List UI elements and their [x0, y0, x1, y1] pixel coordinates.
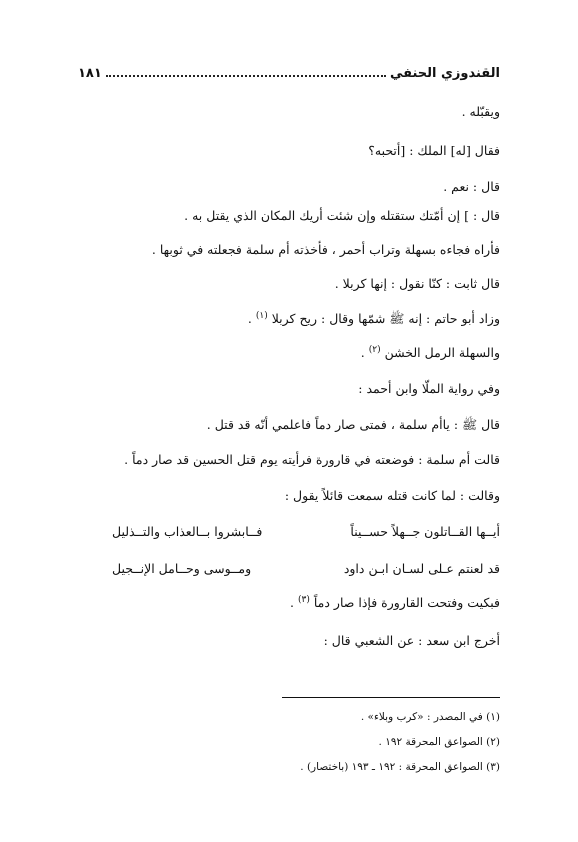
body-line-text: فبكيت وفتحت القارورة فإذا صار دماً: [313, 595, 500, 611]
footnote: (٣) الصواعق المحرقة : ١٩٢ ـ ١٩٣ (باختصار) .: [300, 761, 500, 773]
body-line: قالت أم سلمة : فوضعته في قارورة فرأيته يوم قتل الحسين قد صار دماً .: [124, 452, 500, 467]
line-period: .: [247, 311, 252, 327]
footnote: (١) في المصدر : «كرب وبلاء» .: [360, 711, 500, 723]
body-line: [290, 595, 500, 610]
page-number: ١٨١: [78, 66, 102, 81]
footnote-marker: (١): [255, 311, 268, 321]
body-line-text: وزاد أبو حاتم : إنه ﷺ شمّها وقال : ريح كربلا: [271, 311, 500, 327]
body-line: ويقبّله .: [461, 104, 500, 119]
footnote: (٢) الصواعق المحرقة ١٩٢ .: [378, 736, 500, 748]
body-line-text: والسهلة الرمل الخشن: [384, 345, 500, 361]
body-line: أخرج ابن سعد : عن الشعبي قال :: [323, 633, 500, 648]
body-line: فقال [له] الملك : [أتحبه؟: [368, 143, 500, 158]
body-line: وفي رواية الملّا وابن أحمد :: [358, 381, 500, 396]
poem-hemistich: أيــها القــاتلون جــهلاً حســيناً: [350, 524, 500, 539]
body-line: قال : ] إن أمّتك ستقتله وإن شئت أريك المكان الذي يقتل به .: [184, 208, 500, 223]
body-line: وقالت : لما كانت قتله سمعت قائلاً يقول :: [284, 488, 500, 503]
line-period: .: [290, 595, 295, 611]
body-line: فأراه فجاءه بسهلة وتراب أحمر ، فأخذته أم سلمة فجعلته في ثوبها .: [151, 242, 500, 257]
footnote-separator: [282, 697, 500, 698]
poem-hemistich: ومــوسى وحــامل الإنــجيل: [112, 561, 252, 576]
body-line: قال ﷺ : ياأم سلمة ، فمتى صار دماً فاعلمي أنّه قد قتل .: [206, 417, 500, 432]
dotted-leader: [106, 75, 386, 77]
body-line: قال ثابت : كنّا نقول : إنها كربلا .: [334, 276, 500, 291]
footnote-marker: (٣): [298, 595, 310, 605]
body-line: [248, 311, 500, 330]
line-period: .: [360, 345, 365, 361]
header-title: القندوزي الحنفي: [389, 66, 500, 81]
footnote-marker: (٢): [368, 345, 381, 355]
poem-hemistich: فــابشروا بــالعذاب والتــذليل: [112, 524, 263, 539]
body-line: [361, 345, 500, 360]
poem-hemistich: قد لعنتم عـلى لسـان ابـن داود: [343, 561, 500, 576]
running-header: [78, 66, 500, 88]
body-line: قال : نعم .: [443, 179, 500, 194]
